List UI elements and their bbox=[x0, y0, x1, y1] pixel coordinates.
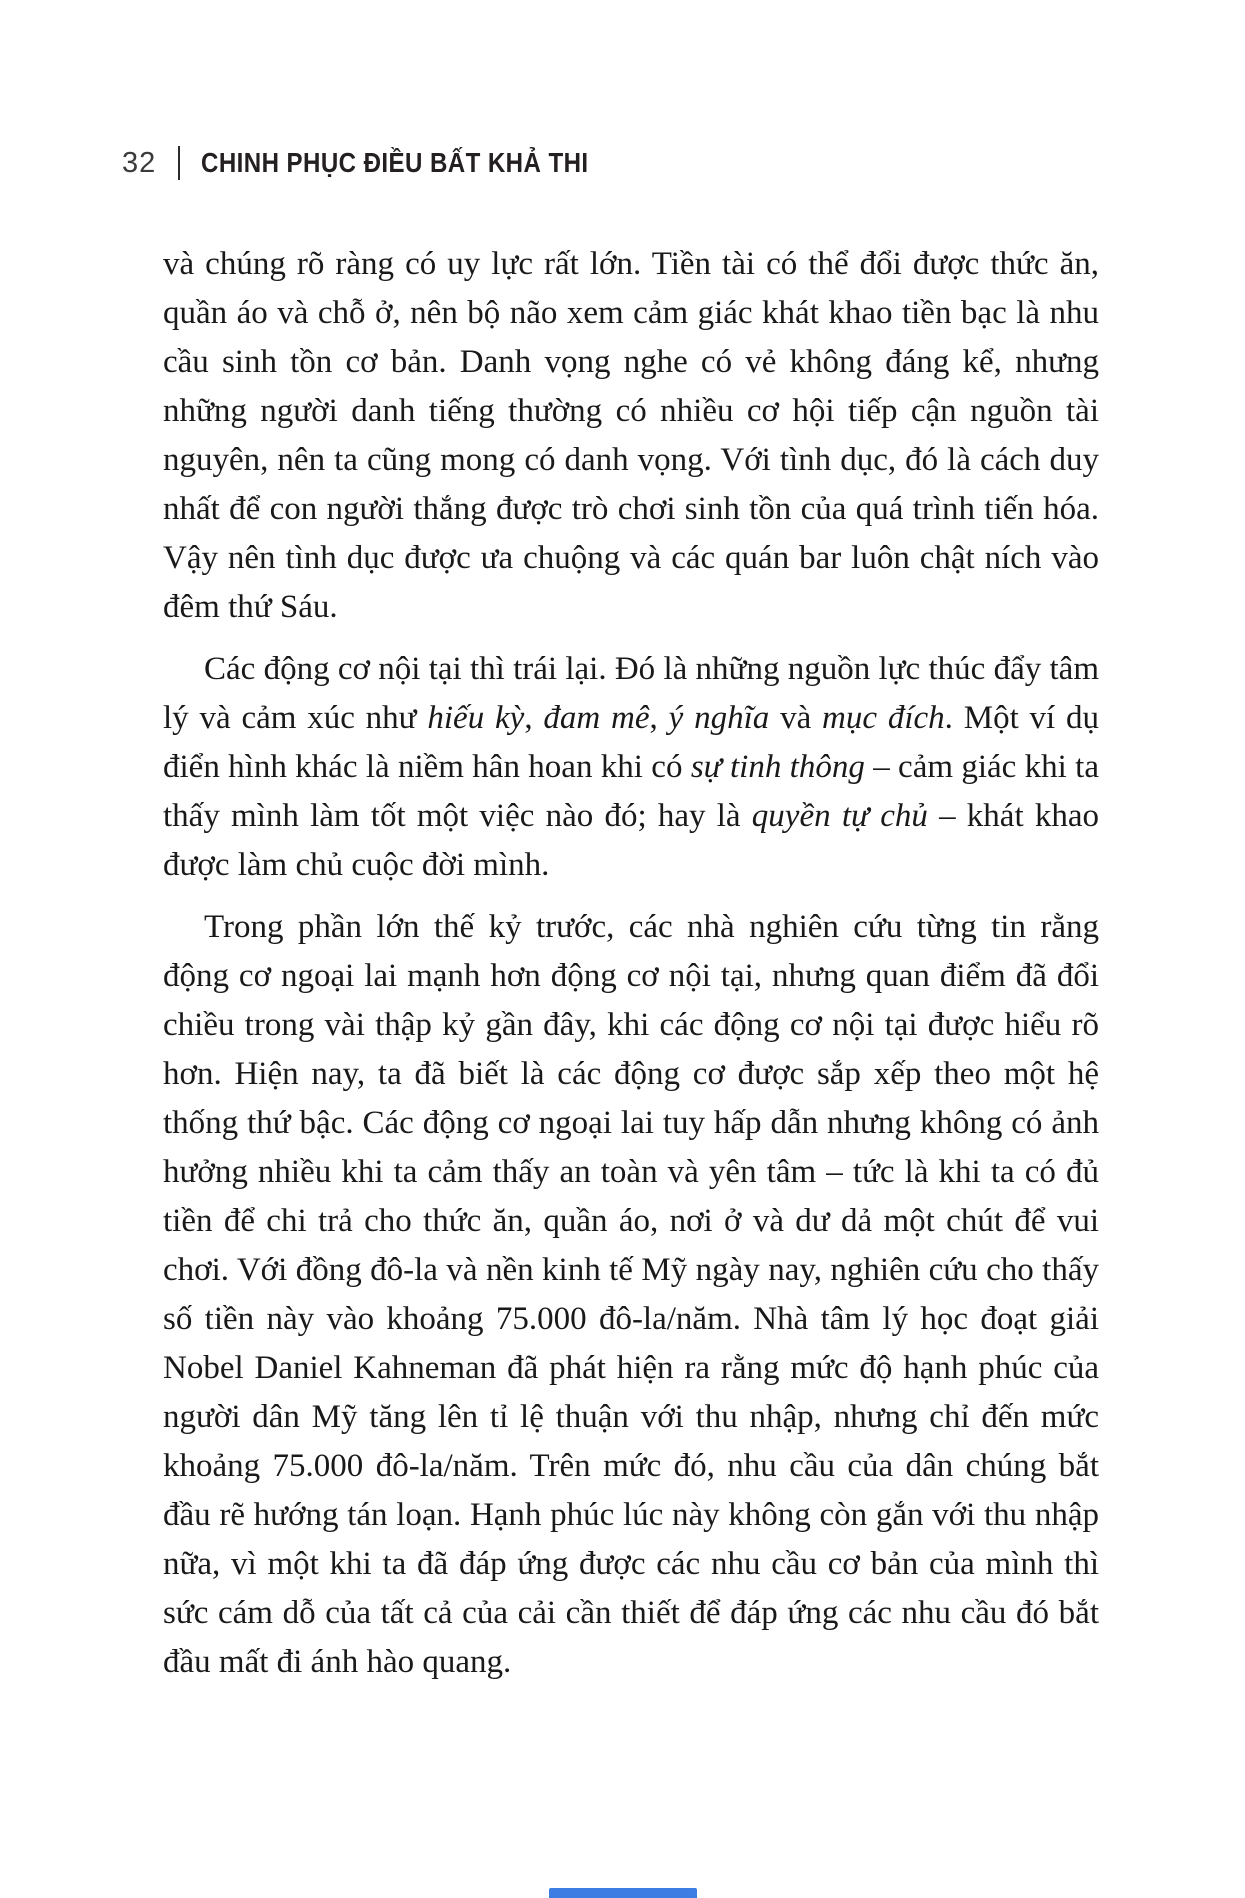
running-title: CHINH PHỤC ĐIỀU BẤT KHẢ THI bbox=[201, 147, 589, 178]
page-header bbox=[122, 146, 652, 180]
italic-text: ý nghĩa bbox=[668, 700, 770, 736]
page-body bbox=[163, 240, 1099, 1687]
body-text: , bbox=[649, 700, 669, 736]
body-text: và bbox=[769, 700, 823, 736]
paragraph bbox=[163, 240, 1099, 632]
body-text: – khát khao được làm chủ cuộc đời mình. bbox=[163, 798, 1099, 883]
italic-text: đam mê bbox=[543, 700, 650, 736]
paragraph bbox=[163, 903, 1099, 1687]
italic-text: sự tinh thông bbox=[690, 749, 865, 785]
italic-text: mục đích bbox=[822, 700, 945, 736]
page-number: 32 bbox=[122, 146, 157, 179]
header-divider bbox=[178, 146, 180, 180]
body-text: , bbox=[524, 700, 544, 736]
italic-text: quyền tự chủ bbox=[751, 798, 928, 834]
italic-text: hiếu kỳ bbox=[427, 700, 525, 736]
body-text: Các động cơ nội tại thì trái lại. Đó là những nguồn lực thúc đẩy tâm lý và cảm xúc như bbox=[163, 651, 1099, 736]
body-text: – cảm giác khi ta thấy mình làm tốt một việc nào đó; hay là bbox=[163, 749, 1099, 834]
body-text: và chúng rõ ràng có uy lực rất lớn. Tiền tài có thể đổi được thức ăn, quần áo và chỗ ở, nên bộ não xem cảm giác khát khao tiền bạc là nhu cầu sinh tồn cơ bản. Danh vọng nghe có vẻ không đáng kể, nhưng những người danh tiếng thường có nhiều cơ hội tiếp cận nguồn tài nguyên, nên ta cũng mong có danh vọng. Với tình dục, đó là cách duy nhất để con người thắng được trò chơi sinh tồn của quá trình tiến hóa. Vậy nên tình dục được ưa chuộng và các quán bar luôn chật ních vào đêm thứ Sáu. bbox=[163, 246, 1099, 625]
body-text: Trong phần lớn thế kỷ trước, các nhà nghiên cứu từng tin rằng động cơ ngoại lai mạnh hơn động cơ nội tại, nhưng quan điểm đã đổi chiều trong vài thập kỷ gần đây, khi các động cơ nội tại được hiểu rõ hơn. Hiện nay, ta đã biết là các động cơ được sắp xếp theo một hệ thống thứ bậc. Các động cơ ngoại lai tuy hấp dẫn nhưng không có ảnh hưởng nhiều khi ta cảm thấy an toàn và yên tâm – tức là khi ta có đủ tiền để chi trả cho thức ăn, quần áo, nơi ở và dư dả một chút để vui chơi. Với đồng đô-la và nền kinh tế Mỹ ngày nay, nghiên cứu cho thấy số tiền này vào khoảng 75.000 đô-la/năm. Nhà tâm lý học đoạt giải Nobel Daniel Kahneman đã phát hiện ra rằng mức độ hạnh phúc của người dân Mỹ tăng lên tỉ lệ thuận với thu nhập, nhưng chỉ đến mức khoảng 75.000 đô-la/năm. Trên mức đó, nhu cầu của dân chúng bắt đầu rẽ hướng tán loạn. Hạnh phúc lúc này không còn gắn với thu nhập nữa, vì một khi ta đã đáp ứng được các nhu cầu cơ bản của mình thì sức cám dỗ của tất cả của cải cần thiết để đáp ứng các nhu cầu đó bắt đầu mất đi ánh hào quang. bbox=[163, 909, 1099, 1680]
paragraph bbox=[163, 645, 1099, 890]
body-text: . Một ví dụ điển hình khác là niềm hân hoan khi có bbox=[163, 700, 1100, 785]
bottom-indicator-bar bbox=[549, 1888, 697, 1898]
